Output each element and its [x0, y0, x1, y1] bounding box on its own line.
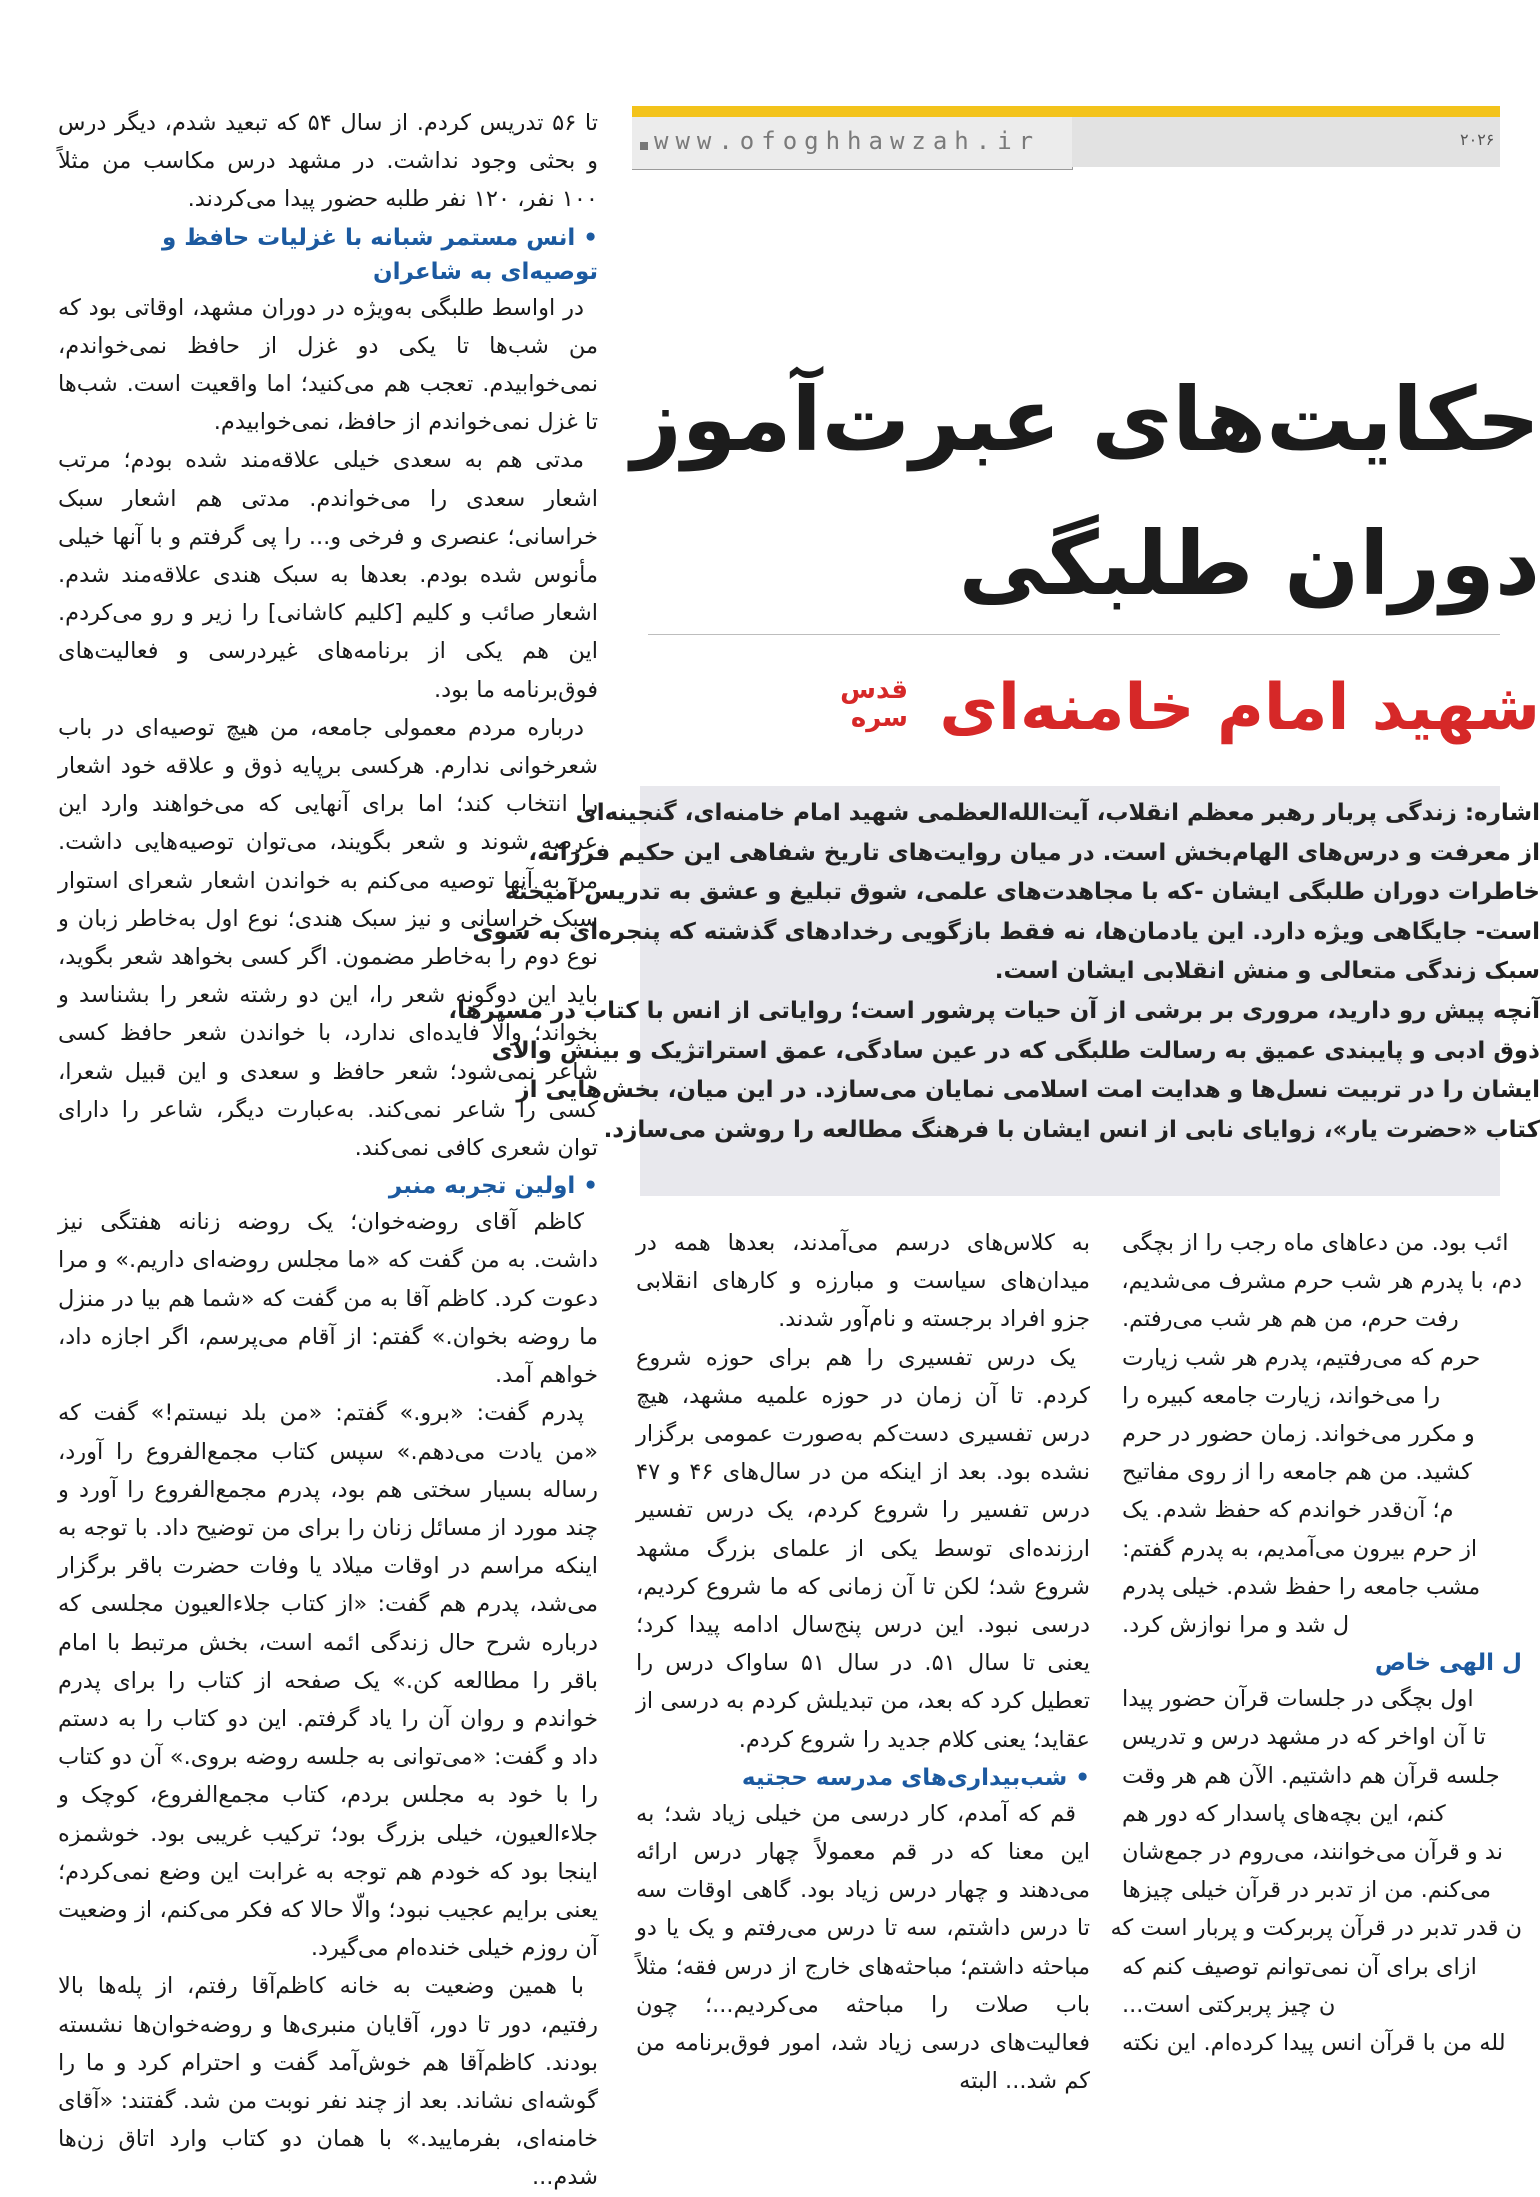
paragraph: قم که آمدم، کار درسی من خیلی زیاد شد؛ به این معنا که در قم معمولاً چهار درس ارائه می‌دهند و چهار درس زیاد بود. گاهی اوقات سه تا درس داشتم، سه تا درس می‌رفتم و یک یا دو مباحثه داشتم؛ مباحثه‌های خارج از درس فقه؛ مثلاً باب صلات را مباحثه می‌کردیم...؛ چون فعالیت‌های درسی زیاد شد، امور فوق‌برنامه من کم شد... البته — [636, 1800, 1090, 2095]
intro-text — [448, 794, 1540, 1150]
issue-number: ۲۰۲۶ — [1460, 130, 1495, 149]
text-line: اول بچگی در جلسات قرآن حضور پیدا — [1122, 1686, 1474, 1713]
paragraph: کاظم آقای روضه‌خوان؛ یک روضه زنانه هفتگی نیز داشت. به من گفت که «ما مجلس روضه‌ای داریم.» و مرا دعوت کرد. کاظم آقا به من گفت که «شما هم بیا در منزل ما روضه بخوان.» گفتم: از آقام می‌پرسم، اگر اجازه داد، خواهم آمد. — [58, 1209, 598, 1389]
text-line: می‌کنم. من از تدبر در قرآن خیلی چیزها — [1122, 1877, 1492, 1904]
headline-line-1: حکایت‌های عبرت‌آموز — [631, 368, 1540, 471]
text-line: ائب بود. من دعاهای ماه رجب را از بچگی — [1122, 1230, 1509, 1256]
paragraph: یک درس تفسیری را هم برای حوزه شروع کردم. تا آن زمان در حوزه علمیه مشهد، هیچ درس تفسیری دست‌کم به‌صورت عمومی برگزار نشده بود. بعد از اینکه من در سال‌های ۴۶ و ۴۷ درس تفسیر را شروع کردم، یک درس تفسیر ارزنده‌ای توسط یکی از علمای بزرگ مشهد شروع شد؛ لکن تا آن زمانی که ما شروع کردیم، درسی نبود. این درس پنج‌سال ادامه پیدا کرد؛ یعنی تا سال ۵۱. در سال ۵۱ ساواک درس را تعطیل کرد که بعد، من تبدیلش کردم به درسی از عقاید؛ یعنی کلام جدید را شروع کردم. — [636, 1344, 1090, 1753]
paragraph: با همین وضعیت به خانه کاظم‌آقا رفتم، از پله‌ها بالا رفتیم، دور تا دور، آقایان منبری‌ها و روضه‌خوان‌ها نشسته بودند. کاظم‌آقا هم خوش‌آمد گفت و احترام کرد و ما را گوشه‌ای نشاند. بعد از چند نفر نوبت من شد. گفتند: «آقای خامنه‌ای، بفرمایید.» با همان دو کتاب وارد اتاق زن‌ها شدم... — [58, 1973, 598, 2191]
text-line: رفت حرم، من هم هر شب می‌رفتم. — [1122, 1306, 1459, 1333]
intro-line: از معرفت و درس‌های الهام‌بخش است. در میان روایت‌های تاریخ شفاهی این حکیم فرزانه، — [528, 839, 1540, 866]
text-line: ن چیز پربرکتی است... — [1122, 1991, 1336, 2018]
text-line: لله من با قرآن انس پیدا کرده‌ام. این نکته — [1122, 2030, 1506, 2057]
paragraph: در اواسط طلبگی به‌ویژه در دوران مشهد، اوقاتی بود که من شب‌ها تا یکی دو غزل از حافظ نمی‌خواندم، نمی‌خوابیدم. تعجب هم می‌کنید؛ اما واقعیت است. شب‌ها تا غزل نمی‌خواندم از حافظ، نمی‌خوابیدم. — [58, 294, 598, 436]
headline-subtitle: شهید امام خامنه‌ای — [939, 671, 1540, 745]
column-middle — [636, 1224, 1090, 2095]
website-box — [632, 117, 1073, 170]
header-band — [1072, 117, 1500, 167]
intro-line: ذوق ادبی و پایبندی عمیق به رسالت طلبگی که در عین سادگی، عمق استراتژیک و بینش والای — [491, 1037, 1540, 1064]
honorific-seal: قدس سره — [840, 675, 908, 733]
text-line: جلسه قرآن هم داشتیم. الآن هم هر وقت — [1122, 1762, 1500, 1789]
intro-line: است- جایگاهی ویژه دارد. این یادمان‌ها، نه فقط بازگویی رخدادهای گذشته که پنجره‌ای به سوی — [472, 918, 1540, 945]
paragraph: به کلاس‌های درسم می‌آمدند، بعدها همه در میدان‌های سیاست و مبارزه و کارهای انقلابی جزو افراد برجسته و نام‌آور شدند. — [636, 1230, 1090, 1333]
text-line: ن قدر تدبر در قرآن پربرکت و پربار است که — [1110, 1915, 1522, 1942]
intro-line: کتاب «حضرت یار»، زوایای نابی از انس ایشان با فرهنگ مطالعه را روشن می‌سازد. — [603, 1116, 1540, 1143]
intro-line: ایشان را در تربیت نسل‌ها و هدایت امت اسلامی نمایان می‌سازد. در این میان، بخش‌هایی از — [516, 1077, 1540, 1104]
website-url[interactable]: www.ofoghhawzah.ir — [654, 127, 1041, 155]
intro-line: سبک زندگی متعالی و منش انقلابی ایشان است. — [994, 958, 1540, 985]
header-accent-bar — [632, 106, 1500, 117]
text-line: و مکرر می‌خواند. زمان حضور در حرم — [1122, 1421, 1475, 1448]
text-line: مشب جامعه را حفظ شدم. خیلی پدرم — [1122, 1573, 1481, 1600]
headline-divider — [648, 634, 1500, 635]
bullet-icon: • — [575, 224, 598, 251]
intro-line: اشاره: زندگی پربار رهبر معظم انقلاب، آیت‌الله‌العظمی شهید امام خامنه‌ای، گنجینه‌ای — [575, 800, 1540, 826]
text-line: ند و قرآن می‌خوانند، می‌روم در جمع‌شان — [1122, 1839, 1503, 1866]
bullet-icon — [640, 142, 648, 150]
paragraph: پدرم گفت: «برو.» گفتم: «من بلد نیستم!» گفت که «من یادت می‌دهم.» سپس کتاب مجمع‌الفروع را آورد، رساله بسیار سختی هم بود، پدرم مجمع‌الفروع را آورد و چند مورد از مسائل زنان را برای من توضیح داد. با توجه به اینکه مراسم در اوقات میلاد یا وفات حضرت باقر برگزار می‌شد، پدرم هم گفت: «از کتاب جلاء‌العیون مجلسی که درباره شرح حال زندگی ائمه است، بخش مرتبط با امام باقر را مطالعه کن.» یک صفحه از کتاب را برای پدرم خواندم و روان آن را یاد گرفتم. این دو کتاب را به دستم داد و گفت: «می‌توانی به جلسه روضه بروی.» آن دو کتاب را با خود به مجلس بردم، کتاب مجمع‌الفروع، کوچک و جلاء‌العیون، خیلی بزرگ بود؛ ترکیب غریبی بود. خوشمزه اینجا بود که خودم هم توجه به غرابت این وضع نمی‌کردم؛ یعنی برایم عجیب نبود؛ والّا حالا که فکر می‌کنم، از وضعیت آن روزم خیلی خنده‌ام می‌گیرد. — [58, 1400, 598, 1962]
text-line: کنم، این بچه‌های پاسدار که دور هم — [1122, 1800, 1446, 1827]
text-line: م؛ آن‌قدر خواندم که حفظ شدم. یک — [1122, 1497, 1454, 1524]
text-line: تا آن اواخر که در مشهد درس و تدریس — [1122, 1724, 1486, 1751]
section-heading: • اولین تجربه منبر — [388, 1173, 598, 1200]
text-line: ل شد و مرا نوازش کرد. — [1122, 1612, 1350, 1639]
text-line: حرم که می‌رفتیم، پدرم هر شب زیارت — [1122, 1344, 1481, 1371]
section-heading: • انس مستمر شبانه با غزلیات حافظ و توصیه‌ای به شاعران — [161, 224, 598, 285]
paragraph: تا ۵۶ تدریس کردم. از سال ۵۴ که تبعید شدم، دیگر درس و بحثی وجود نداشت. در مشهد درس مکاسب من مثلاً ۱۰۰ نفر، ۱۲۰ نفر طلبه حضور پیدا می‌کردند. — [58, 110, 599, 213]
column-right-cropped — [1110, 1224, 1522, 2080]
paragraph: درباره مردم معمولی جامعه، من هیچ توصیه‌ای در باب شعرخوانی ندارم. هرکسی برپایه ذوق و علاقه خود اشعار را انتخاب کند؛ اما برای آنهایی که می‌خواهند وارد این عرصه شوند و شعر بگویند، می‌توان توصیه‌هایی داشت. من به آنها توصیه می‌کنم به خواندن اشعار شعرای استوار سبک خراسانی و نیز سبک هندی؛ نوع اول به‌خاطر زبان و نوع دوم را به‌خاطر مضمون. اگر کسی بخواهد شعر بگوید، باید این دوگونه شعر را، این دو رشته شعر را بشناسد و بخواند؛ والّا فایده‌ای ندارد، با خواندن شعر حافظ کسی شاعر نمی‌شود؛ شعر حافظ و سعدی و این قبیل شعرا، کسی را شاعر نمی‌کند. به‌عبارت دیگر، شاعر را دارای توان شعری کافی نمی‌کند. — [58, 714, 598, 1162]
text-line: را می‌خواند، زیارت جامعه کبیره را — [1122, 1382, 1441, 1409]
text-line: ازای برای آن نمی‌توانم توصیف کنم که — [1122, 1953, 1477, 1980]
column-left — [58, 104, 599, 2191]
headline-line-2: دوران طلبگی — [958, 512, 1540, 615]
intro-line: آنچه پیش رو دارید، مروری بر برشی از آن حیات پرشور است؛ روایاتی از انس با کتاب در مسیرها، — [448, 997, 1540, 1024]
text-line: از حرم بیرون می‌آمدیم، به پدرم گفتم: — [1122, 1535, 1478, 1562]
text-line: کشید. من هم جامعه را از روی مفاتیح — [1122, 1459, 1472, 1486]
intro-line: خاطرات دوران طلبگی ایشان -که با مجاهدت‌های علمی، شوق تبلیغ و عشق به تدریس آمیخته — [504, 879, 1540, 906]
bullet-icon: • — [1067, 1764, 1090, 1791]
section-heading: ل الهی خاص — [1374, 1650, 1522, 1677]
text-line: دم، با پدرم هر شب حرم مشرف می‌شدیم، — [1121, 1268, 1522, 1295]
bullet-icon: • — [575, 1173, 598, 1200]
paragraph: مدتی هم به سعدی خیلی علاقه‌مند شده بودم؛ مرتب اشعار سعدی را می‌خواندم. مدتی هم اشعار سبک خراسانی؛ عنصری و فرخی و... را پی گرفتم و با آنها خیلی مأنوس شده بودم. بعدها به سبک هندی علاقه‌مند شدم. اشعار صائب و کلیم [کلیم کاشانی] را زیر و رو می‌کردم. این هم یکی از برنامه‌های غیردرسی و فعالیت‌های فوق‌برنامه ما بود. — [58, 447, 598, 703]
section-heading: • شب‌بیداری‌های مدرسه حجتیه — [741, 1764, 1090, 1791]
